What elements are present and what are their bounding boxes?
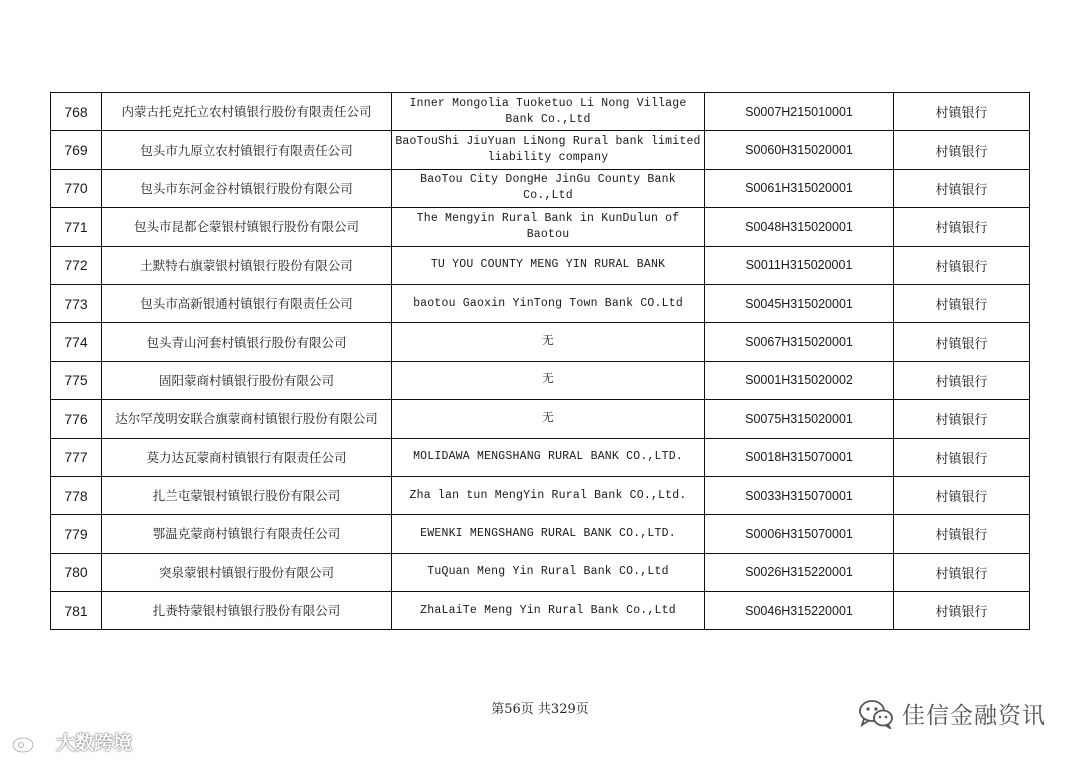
table-row [51, 515, 1030, 553]
institution-code-cell: S0006H315070001 [705, 515, 894, 553]
row-number-cell: 768 [51, 93, 102, 131]
chinese-name-cell: 鄂温克蒙商村镇银行有限责任公司 [102, 515, 392, 553]
institution-code-cell: S0060H315020001 [705, 131, 894, 169]
chinese-name-cell: 扎赉特蒙银村镇银行股份有限公司 [102, 592, 392, 630]
institution-code-cell: S0046H315220001 [705, 592, 894, 630]
institution-code-cell: S0007H215010001 [705, 93, 894, 131]
row-number-cell: 778 [51, 476, 102, 514]
weibo-icon [10, 729, 52, 755]
institution-type-cell: 村镇银行 [894, 476, 1030, 514]
institution-type-cell: 村镇银行 [894, 592, 1030, 630]
chinese-name-cell: 土默特右旗蒙银村镇银行股份有限公司 [102, 246, 392, 284]
institution-type-cell: 村镇银行 [894, 361, 1030, 399]
chinese-name-cell: 包头市高新银通村镇银行有限责任公司 [102, 284, 392, 322]
chinese-name-cell: 达尔罕茂明安联合旗蒙商村镇银行股份有限公司 [102, 400, 392, 438]
english-name-cell: baotou Gaoxin YinTong Town Bank CO.Ltd [392, 284, 705, 322]
row-number-cell: 775 [51, 361, 102, 399]
institution-type-cell: 村镇银行 [894, 208, 1030, 246]
institution-type-cell: 村镇银行 [894, 93, 1030, 131]
row-number-cell: 777 [51, 438, 102, 476]
institution-type-cell: 村镇银行 [894, 246, 1030, 284]
institution-type-cell: 村镇银行 [894, 131, 1030, 169]
chinese-name-cell: 包头青山河套村镇银行股份有限公司 [102, 323, 392, 361]
wechat-account-name: 佳信金融资讯 [902, 703, 1046, 729]
english-name-cell: TU YOU COUNTY MENG YIN RURAL BANK [392, 246, 705, 284]
table-row [51, 361, 1030, 399]
table-row [51, 476, 1030, 514]
chinese-name-cell: 固阳蒙商村镇银行股份有限公司 [102, 361, 392, 399]
english-name-cell: 无 [392, 323, 705, 361]
table-row [51, 553, 1030, 591]
table-body [51, 93, 1030, 630]
table-row [51, 284, 1030, 322]
wechat-watermark [858, 697, 1046, 730]
wechat-icon [858, 699, 894, 729]
row-number-cell: 773 [51, 284, 102, 322]
english-name-cell: Inner Mongolia Tuoketuo Li Nong Village Bank Co.,Ltd [392, 93, 705, 131]
weibo-account-name: 大数跨境 [56, 732, 133, 754]
english-name-cell: EWENKI MENGSHANG RURAL BANK CO.,LTD. [392, 515, 705, 553]
english-name-cell: 无 [392, 400, 705, 438]
table-row [51, 208, 1030, 246]
table-row [51, 323, 1030, 361]
table-row [51, 246, 1030, 284]
table-row [51, 438, 1030, 476]
chinese-name-cell: 莫力达瓦蒙商村镇银行有限责任公司 [102, 438, 392, 476]
row-number-cell: 772 [51, 246, 102, 284]
chinese-name-cell: 突泉蒙银村镇银行股份有限公司 [102, 553, 392, 591]
table-row [51, 592, 1030, 630]
institution-code-cell: S0033H315070001 [705, 476, 894, 514]
table-row [51, 93, 1030, 131]
institution-code-cell: S0011H315020001 [705, 246, 894, 284]
english-name-cell: TuQuan Meng Yin Rural Bank CO.,Ltd [392, 553, 705, 591]
institution-code-cell: S0075H315020001 [705, 400, 894, 438]
english-name-cell: MOLIDAWA MENGSHANG RURAL BANK CO.,LTD. [392, 438, 705, 476]
row-number-cell: 776 [51, 400, 102, 438]
institution-type-cell: 村镇银行 [894, 169, 1030, 207]
row-number-cell: 781 [51, 592, 102, 630]
institution-code-cell: S0001H315020002 [705, 361, 894, 399]
institution-code-cell: S0026H315220001 [705, 553, 894, 591]
chinese-name-cell: 包头市东河金谷村镇银行股份有限公司 [102, 169, 392, 207]
row-number-cell: 769 [51, 131, 102, 169]
institution-code-cell: S0018H315070001 [705, 438, 894, 476]
english-name-cell: Zha lan tun MengYin Rural Bank CO.,Ltd. [392, 476, 705, 514]
page-number: 第56页 共329页 [491, 702, 589, 717]
institution-type-cell: 村镇银行 [894, 284, 1030, 322]
bank-list-table [50, 92, 1030, 630]
english-name-cell: 无 [392, 361, 705, 399]
institution-code-cell: S0061H315020001 [705, 169, 894, 207]
english-name-cell: BaoTou City DongHe JinGu County Bank Co.,Ltd [392, 169, 705, 207]
english-name-cell: The Mengyin Rural Bank in KunDulun of Baotou [392, 208, 705, 246]
chinese-name-cell: 包头市昆都仑蒙银村镇银行股份有限公司 [102, 208, 392, 246]
institution-type-cell: 村镇银行 [894, 438, 1030, 476]
row-number-cell: 771 [51, 208, 102, 246]
institution-code-cell: S0048H315020001 [705, 208, 894, 246]
institution-type-cell: 村镇银行 [894, 553, 1030, 591]
row-number-cell: 774 [51, 323, 102, 361]
institution-type-cell: 村镇银行 [894, 515, 1030, 553]
chinese-name-cell: 扎兰屯蒙银村镇银行股份有限公司 [102, 476, 392, 514]
row-number-cell: 770 [51, 169, 102, 207]
row-number-cell: 779 [51, 515, 102, 553]
english-name-cell: ZhaLaiTe Meng Yin Rural Bank Co.,Ltd [392, 592, 705, 630]
table-row [51, 131, 1030, 169]
row-number-cell: 780 [51, 553, 102, 591]
weibo-watermark [10, 728, 132, 755]
institution-code-cell: S0045H315020001 [705, 284, 894, 322]
english-name-cell: BaoTouShi JiuYuan LiNong Rural bank limited liability company [392, 131, 705, 169]
institution-type-cell: 村镇银行 [894, 323, 1030, 361]
institution-type-cell: 村镇银行 [894, 400, 1030, 438]
table-row [51, 169, 1030, 207]
chinese-name-cell: 内蒙古托克托立农村镇银行股份有限责任公司 [102, 93, 392, 131]
institution-code-cell: S0067H315020001 [705, 323, 894, 361]
chinese-name-cell: 包头市九原立农村镇银行有限责任公司 [102, 131, 392, 169]
table-row [51, 400, 1030, 438]
